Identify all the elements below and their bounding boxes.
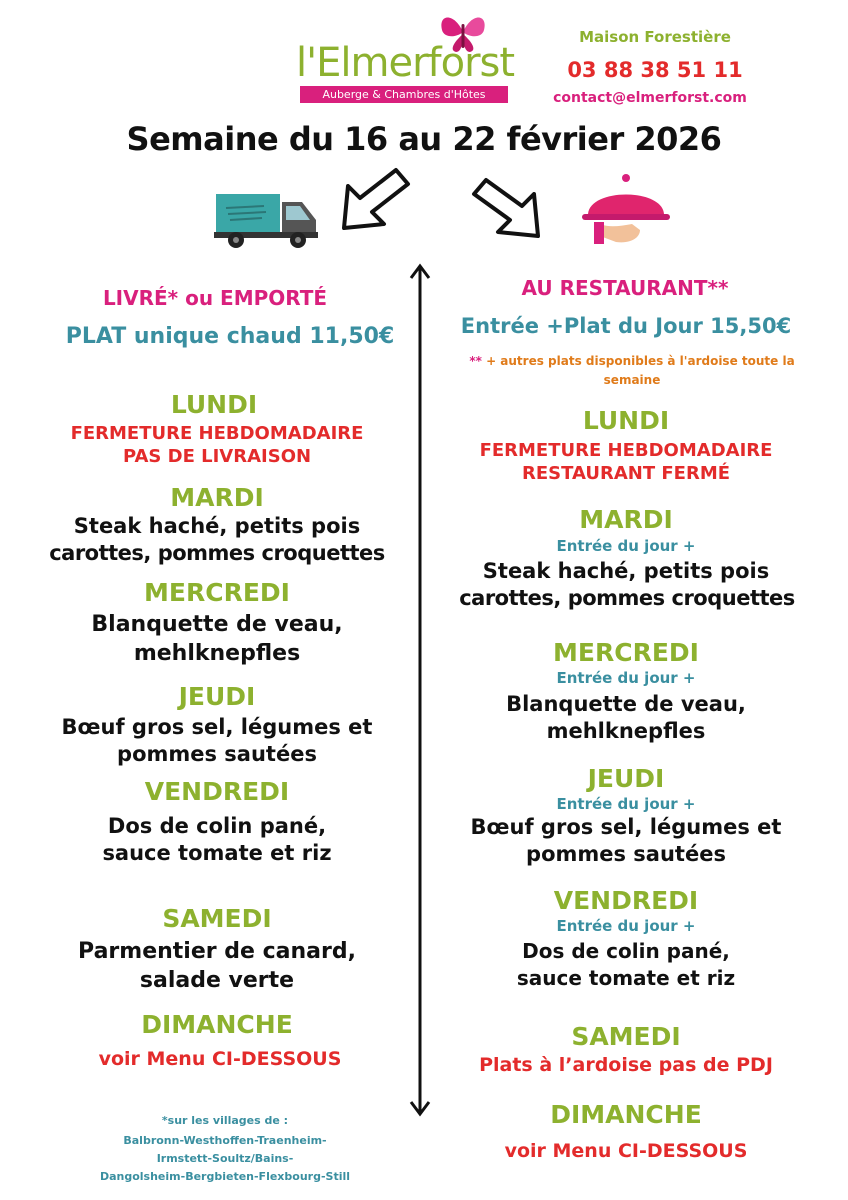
- left-day-samedi: SAMEDI: [162, 904, 272, 933]
- left-day-jeudi: JEUDI: [178, 682, 256, 711]
- left-mardi-line1: Steak haché, petits pois: [73, 514, 361, 538]
- right-mardi-line1: Steak haché, petits pois: [482, 559, 770, 583]
- right-lundi-line2: RESTAURANT FERMÉ: [521, 463, 731, 484]
- right-note-prefix: **: [469, 354, 482, 368]
- right-day-dimanche: DIMANCHE: [550, 1100, 702, 1129]
- right-mercredi-line1: Blanquette de veau,: [506, 692, 746, 716]
- left-jeudi-line1: Bœuf gros sel, légumes et: [61, 715, 373, 739]
- arrow-down-right-icon: [470, 176, 542, 240]
- right-mercredi-entree: Entrée du jour +: [556, 669, 696, 687]
- left-day-vendredi: VENDREDI: [144, 777, 290, 806]
- right-day-jeudi: JEUDI: [587, 764, 665, 793]
- left-samedi-line2: salade verte: [139, 968, 295, 993]
- right-vendredi-line1: Dos de colin pané,: [522, 939, 730, 963]
- footnote-line1: *sur les villages de :: [161, 1114, 289, 1127]
- left-day-dimanche: DIMANCHE: [141, 1010, 293, 1039]
- left-vendredi-line2: sauce tomate et riz: [102, 841, 332, 865]
- left-day-mardi: MARDI: [170, 483, 264, 512]
- left-vendredi-line1: Dos de colin pané,: [107, 814, 327, 838]
- arrow-down-left-icon: [340, 166, 412, 232]
- logo: [296, 10, 515, 105]
- contact-email: contact@elmerforst.com: [553, 90, 747, 106]
- right-note-text2: semaine: [603, 373, 661, 387]
- right-note-text: + autres plats disponibles à l'ardoise toute la: [486, 354, 795, 368]
- footnote-line4: Dangolsheim-Bergbieten-Flexbourg-Still: [99, 1170, 351, 1183]
- right-mardi-line2: carottes, pommes croquettes: [459, 586, 795, 610]
- left-jeudi-line2: pommes sautées: [117, 742, 317, 766]
- left-day-mercredi: MERCREDI: [144, 578, 290, 607]
- left-heading: LIVRÉ* ou EMPORTÉ: [102, 286, 328, 310]
- footnote-line3: Irmstett-Soultz/Bains-: [156, 1152, 294, 1165]
- left-mercredi-line2: mehlknepfles: [133, 641, 301, 666]
- contact-place: Maison Forestière: [579, 28, 731, 46]
- right-heading: AU RESTAURANT**: [521, 276, 729, 300]
- cloche-icon: [580, 172, 672, 252]
- left-mardi-line2: carottes, pommes croquettes: [49, 541, 385, 565]
- right-day-samedi: SAMEDI: [571, 1022, 681, 1051]
- right-lundi-line1: FERMETURE HEBDOMADAIRE: [479, 440, 773, 461]
- right-jeudi-entree: Entrée du jour +: [556, 795, 696, 813]
- right-jeudi-line2: pommes sautées: [526, 842, 726, 866]
- right-day-mardi: MARDI: [579, 505, 673, 534]
- truck-icon: [214, 188, 320, 250]
- right-dimanche-line1: voir Menu CI-DESSOUS: [504, 1140, 748, 1162]
- right-note: [436, 352, 828, 390]
- right-mardi-entree: Entrée du jour +: [556, 537, 696, 555]
- footnote-line2: Balbronn-Westhoffen-Traenheim-: [123, 1134, 327, 1147]
- right-vendredi-entree: Entrée du jour +: [556, 917, 696, 935]
- right-day-lundi: LUNDI: [582, 406, 670, 435]
- right-samedi-line1: Plats à l’ardoise pas de PDJ: [479, 1054, 773, 1076]
- left-lundi-line1: FERMETURE HEBDOMADAIRE: [70, 423, 364, 444]
- right-vendredi-line2: sauce tomate et riz: [516, 966, 736, 990]
- left-dimanche-line1: voir Menu CI-DESSOUS: [98, 1048, 342, 1070]
- right-jeudi-line1: Bœuf gros sel, légumes et: [470, 815, 782, 839]
- left-mercredi-line1: Blanquette de veau,: [91, 612, 343, 637]
- left-day-lundi: LUNDI: [170, 390, 258, 419]
- right-day-vendredi: VENDREDI: [553, 886, 699, 915]
- logo-subtitle: Auberge & Chambres d'Hôtes: [300, 86, 508, 103]
- right-price: Entrée +Plat du Jour 15,50€: [460, 314, 792, 338]
- left-price: PLAT unique chaud 11,50€: [65, 324, 395, 349]
- right-day-mercredi: MERCREDI: [553, 638, 699, 667]
- right-mercredi-line2: mehlknepfles: [546, 719, 706, 743]
- contact-phone: 03 88 38 51 11: [567, 58, 743, 82]
- logo-name: l'Elmerforst: [296, 40, 515, 86]
- left-lundi-line2: PAS DE LIVRAISON: [122, 446, 312, 467]
- left-samedi-line1: Parmentier de canard,: [78, 939, 356, 964]
- page-title: Semaine du 16 au 22 février 2026: [126, 120, 722, 158]
